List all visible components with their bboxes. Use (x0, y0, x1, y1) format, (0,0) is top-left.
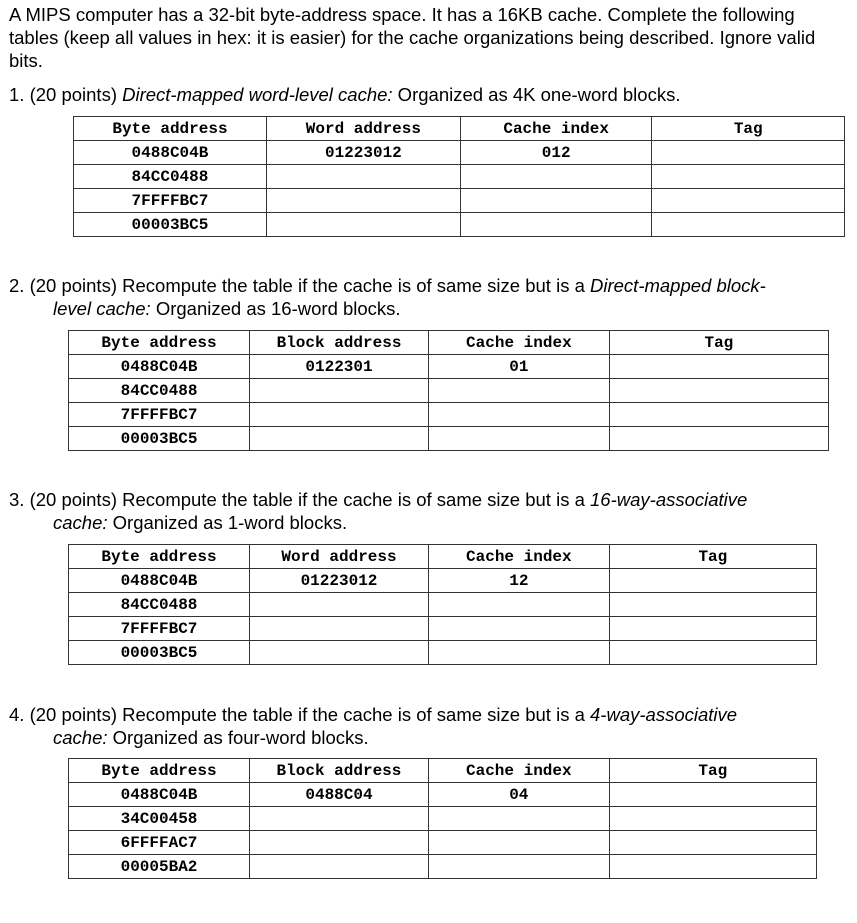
column-header: Cache index (428, 759, 609, 783)
answer-cell[interactable] (428, 427, 609, 451)
answer-cell[interactable] (609, 355, 828, 379)
answer-cell[interactable] (652, 141, 845, 165)
table-header-row (69, 545, 817, 569)
answer-cell[interactable] (266, 165, 460, 189)
answer-cell[interactable] (428, 855, 609, 879)
answer-cell[interactable] (652, 189, 845, 213)
column-header: Word address (266, 117, 460, 141)
cache-type-cont: cache: (53, 727, 108, 748)
question-text: Recompute the table if the cache is of same size but is a (122, 489, 591, 510)
table-header-row (69, 759, 817, 783)
answer-cell[interactable] (652, 213, 845, 237)
column-header: Byte address (69, 545, 250, 569)
column-header: Block address (250, 331, 429, 355)
table-row (69, 569, 817, 593)
byte-address-cell: 7FFFFBC7 (74, 189, 267, 213)
byte-address-cell: 84CC0488 (69, 593, 250, 617)
column-header: Word address (249, 545, 428, 569)
column-header: Tag (652, 117, 845, 141)
cache-type: Direct-mapped word-level cache: (122, 84, 393, 105)
question-text: Recompute the table if the cache is of same size but is a (122, 275, 591, 296)
column-header: Tag (609, 759, 816, 783)
table-row (69, 379, 829, 403)
answer-cell[interactable] (460, 165, 652, 189)
answer-cell[interactable] (428, 593, 609, 617)
byte-address-cell: 6FFFFAC7 (69, 831, 250, 855)
question-1 (9, 83, 849, 106)
question-3 (9, 488, 849, 534)
answer-cell[interactable] (428, 641, 609, 665)
answer-cell[interactable] (609, 427, 828, 451)
table-row (69, 783, 817, 807)
answer-cell[interactable] (250, 379, 429, 403)
table-row (69, 855, 817, 879)
table-row (69, 807, 817, 831)
answer-cell: 0488C04 (250, 783, 429, 807)
answer-cell[interactable] (652, 165, 845, 189)
column-header: Block address (250, 759, 429, 783)
intro-paragraph: A MIPS computer has a 32-bit byte-address space. It has a 16KB cache. Complete the following tables (keep all values in hex: it is easier) for the cache organizations being described. Ignore valid bits. (9, 4, 816, 71)
answer-cell[interactable] (609, 593, 816, 617)
column-header: Tag (609, 545, 816, 569)
column-header: Byte address (74, 117, 267, 141)
question-text-cont: Organized as 16-word blocks. (150, 298, 401, 319)
table-row (74, 165, 845, 189)
question-number: 1. (20 points) (9, 84, 123, 105)
byte-address-cell: 00005BA2 (69, 855, 250, 879)
byte-address-cell: 0488C04B (69, 569, 250, 593)
table-header-row (69, 331, 829, 355)
question-text-cont: Organized as 1-word blocks. (107, 512, 348, 533)
table-row (69, 641, 817, 665)
answer-cell: 04 (428, 783, 609, 807)
byte-address-cell: 00003BC5 (74, 213, 267, 237)
answer-cell[interactable] (249, 617, 428, 641)
byte-address-cell: 7FFFFBC7 (69, 617, 250, 641)
cache-type-cont: level cache: (53, 298, 151, 319)
table-row (69, 831, 817, 855)
answer-cell[interactable] (460, 213, 652, 237)
answer-cell[interactable] (428, 831, 609, 855)
answer-cell: 01223012 (249, 569, 428, 593)
byte-address-cell: 84CC0488 (74, 165, 267, 189)
question-text: Organized as 4K one-word blocks. (392, 84, 681, 105)
answer-cell[interactable] (609, 783, 816, 807)
answer-cell[interactable] (428, 379, 609, 403)
byte-address-cell: 84CC0488 (69, 379, 250, 403)
answer-cell[interactable] (609, 379, 828, 403)
answer-cell[interactable] (428, 807, 609, 831)
answer-cell[interactable] (609, 855, 816, 879)
question-text-cont: Organized as four-word blocks. (107, 727, 369, 748)
column-header: Byte address (69, 331, 250, 355)
answer-cell[interactable] (609, 569, 816, 593)
table-row (74, 189, 845, 213)
cache-type: Direct-mapped block- (590, 275, 766, 296)
column-header: Cache index (460, 117, 652, 141)
question-number: 4. (20 points) (9, 704, 123, 725)
question-4 (9, 703, 849, 749)
answer-cell[interactable] (460, 189, 652, 213)
cache-table-1 (73, 116, 845, 237)
column-header: Cache index (428, 545, 609, 569)
answer-cell[interactable] (249, 641, 428, 665)
table-row (69, 403, 829, 427)
answer-cell[interactable] (609, 641, 816, 665)
answer-cell[interactable] (250, 831, 429, 855)
answer-cell[interactable] (609, 831, 816, 855)
byte-address-cell: 0488C04B (69, 783, 250, 807)
answer-cell[interactable] (609, 807, 816, 831)
byte-address-cell: 00003BC5 (69, 427, 250, 451)
byte-address-cell: 34C00458 (69, 807, 250, 831)
answer-cell[interactable] (428, 403, 609, 427)
cache-type-cont: cache: (53, 512, 108, 533)
column-header: Byte address (69, 759, 250, 783)
table-row (74, 141, 845, 165)
column-header: Tag (609, 331, 828, 355)
cache-table-3 (68, 544, 817, 665)
answer-cell[interactable] (250, 855, 429, 879)
table-row (69, 593, 817, 617)
cache-table-2 (68, 330, 829, 451)
answer-cell[interactable] (250, 403, 429, 427)
answer-cell[interactable] (266, 189, 460, 213)
byte-address-cell: 0488C04B (74, 141, 267, 165)
answer-cell: 0122301 (250, 355, 429, 379)
answer-cell[interactable] (249, 593, 428, 617)
cache-table-4 (68, 758, 817, 879)
answer-cell: 12 (428, 569, 609, 593)
byte-address-cell: 0488C04B (69, 355, 250, 379)
question-number: 2. (20 points) (9, 275, 123, 296)
answer-cell[interactable] (609, 617, 816, 641)
table-header-row (74, 117, 845, 141)
table-row (69, 427, 829, 451)
question-number: 3. (20 points) (9, 489, 123, 510)
answer-cell: 012 (460, 141, 652, 165)
answer-cell[interactable] (250, 807, 429, 831)
answer-cell[interactable] (266, 213, 460, 237)
answer-cell[interactable] (428, 617, 609, 641)
question-text: Recompute the table if the cache is of same size but is a (122, 704, 591, 725)
table-row (74, 213, 845, 237)
answer-cell: 01223012 (266, 141, 460, 165)
cache-type: 16-way-associative (590, 489, 748, 510)
table-row (69, 617, 817, 641)
cache-type: 4-way-associative (590, 704, 738, 725)
question-2 (9, 274, 849, 320)
answer-cell[interactable] (609, 403, 828, 427)
byte-address-cell: 00003BC5 (69, 641, 250, 665)
answer-cell: 01 (428, 355, 609, 379)
table-row (69, 355, 829, 379)
answer-cell[interactable] (250, 427, 429, 451)
column-header: Cache index (428, 331, 609, 355)
byte-address-cell: 7FFFFBC7 (69, 403, 250, 427)
